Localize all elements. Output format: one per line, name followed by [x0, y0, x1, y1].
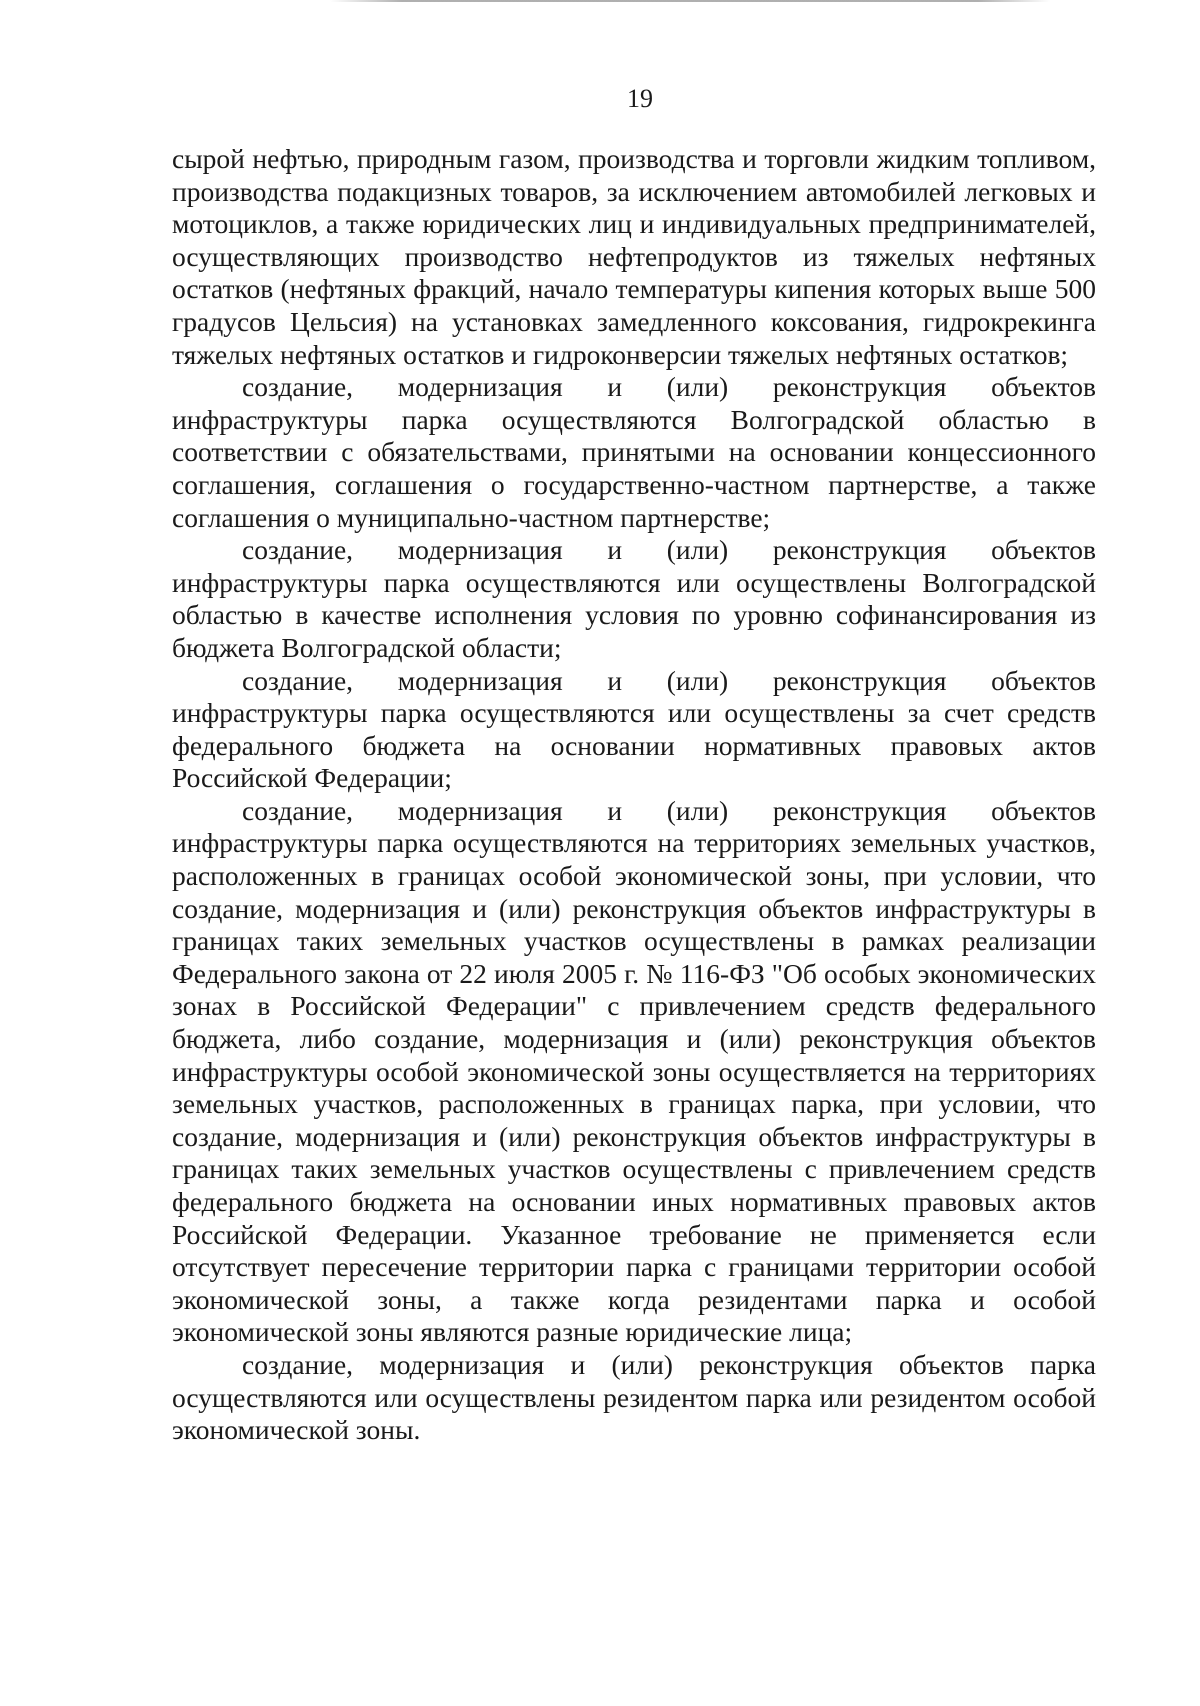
- scan-edge: [330, 0, 1050, 2]
- paragraph-federal-budget: создание, модернизация и (или) реконструкция объектов инфраструктуры парка осуществляются или осуществлены за счет средств федерального бюджета на основании нормативных правовых актов Российской Федерации;: [172, 664, 1096, 794]
- document-body: [172, 143, 1096, 1447]
- paragraph-special-economic-zone: создание, модернизация и (или) реконструкция объектов инфраструктуры парка осуществляются на территориях земельных участков, расположенных в границах особой экономической зоны, при условии, что создание, модернизация и (или) реконструкция объектов инфраструктуры в границах таких земельных участков осуществлены в рамках реализации Федерального закона от 22 июля 2005 г. № 116-ФЗ "Об особых экономических зонах в Российской Федерации" с привлечением средств федерального бюджета, либо создание, модернизация и (или) реконструкция объектов инфраструктуры особой экономической зоны осуществляется на территориях земельных участков, расположенных в границах парка, при условии, что создание, модернизация и (или) реконструкция объектов инфраструктуры в границах таких земельных участков осуществлены с привлечением средств федерального бюджета на основании иных нормативных правовых актов Российской Федерации. Указанное требование не применяется если отсутствует пересечение территории парка с границами территории особой экономической зоны, а также когда резидентами парка и особой экономической зоны являются разные юридические лица;: [172, 794, 1096, 1348]
- paragraph-regional-cofinancing: создание, модернизация и (или) реконструкция объектов инфраструктуры парка осуществляются или осуществлены Волгоградской областью в качестве исполнения условия по уровню софинансирования из бюджета Волгоградской области;: [172, 534, 1096, 663]
- paragraph-continuation: сырой нефтью, природным газом, производства и торговли жидким топливом, производства подакцизных товаров, за исключением автомобилей легковых и мотоциклов, а также юридических лиц и индивидуальных предпринимателей, осуществляющих производство нефтепродуктов из тяжелых нефтяных остатков (нефтяных фракций, начало температуры кипения которых выше 500 градусов Цельсия) на установках замедленного коксования, гидрокрекинга тяжелых нефтяных остатков и гидроконверсии тяжелых нефтяных остатков;: [172, 143, 1096, 370]
- paragraph-resident: создание, модернизация и (или) реконструкция объектов парка осуществляются или осуществлены резидентом парка или резидентом особой экономической зоны.: [172, 1348, 1096, 1446]
- page-number: 19: [627, 84, 653, 113]
- paragraph-regional-agreements: создание, модернизация и (или) реконструкция объектов инфраструктуры парка осуществляются Волгоградской областью в соответствии с обязательствами, принятыми на основании концессионного соглашения, соглашения о государственно-частном партнерстве, а также соглашения о муниципально-частном партнерстве;: [172, 371, 1096, 533]
